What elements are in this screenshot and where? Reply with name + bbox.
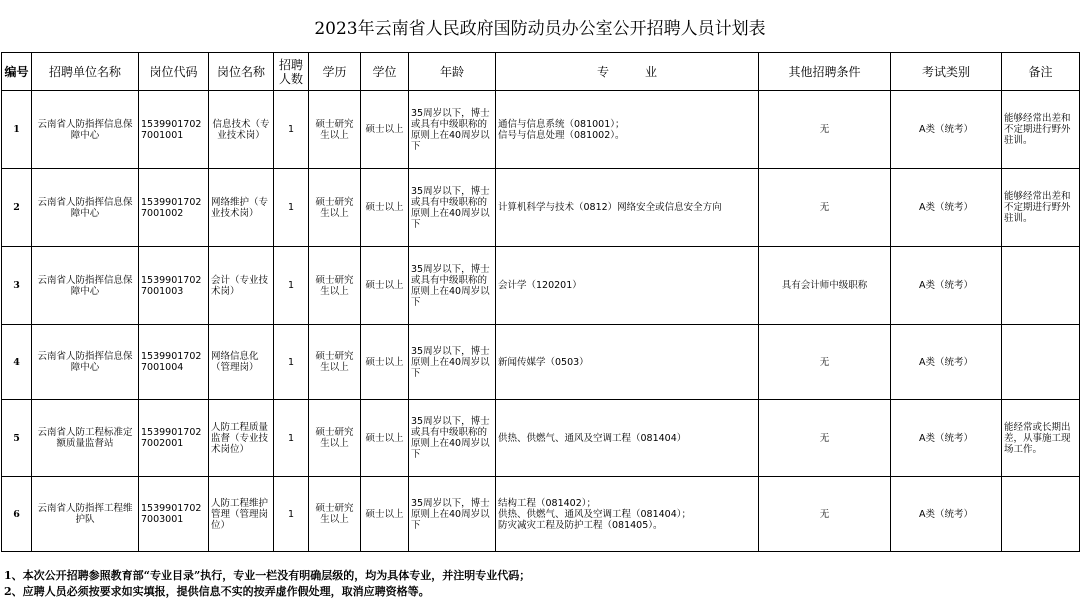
row-education: 硕士研究生以上 bbox=[309, 247, 361, 325]
row-exam: A类（统考） bbox=[891, 325, 1002, 400]
table-row bbox=[2, 169, 1080, 247]
row-major: 结构工程（081402）； 供热、供燃气、通风及空调工程（081404）； 防灾减灾工程及防护工程（081405）。 bbox=[496, 477, 759, 552]
row-remark bbox=[1002, 247, 1080, 325]
header-other: 其他招聘条件 bbox=[759, 53, 891, 91]
row-count: 1 bbox=[274, 477, 309, 552]
row-post: 网络信息化（管理岗） bbox=[209, 325, 274, 400]
row-code: 15399017027001003 bbox=[139, 247, 209, 325]
row-count: 1 bbox=[274, 91, 309, 169]
row-unit: 云南省人防工程标准定额质量监督站 bbox=[32, 400, 139, 477]
row-no: 5 bbox=[2, 400, 32, 477]
table-row bbox=[2, 477, 1080, 552]
row-age: 35周岁以下，博士原则上在40周岁以下 bbox=[409, 325, 496, 400]
row-degree: 硕士以上 bbox=[361, 169, 409, 247]
row-code: 15399017027001004 bbox=[139, 325, 209, 400]
row-major: 供热、供燃气、通风及空调工程（081404） bbox=[496, 400, 759, 477]
row-exam: A类（统考） bbox=[891, 400, 1002, 477]
row-degree: 硕士以上 bbox=[361, 477, 409, 552]
row-exam: A类（统考） bbox=[891, 247, 1002, 325]
row-age: 35周岁以下，博士或具有中级职称的原则上在40周岁以下 bbox=[409, 247, 496, 325]
row-other: 无 bbox=[759, 169, 891, 247]
row-age: 35周岁以下，博士或具有中级职称的原则上在40周岁以下 bbox=[409, 91, 496, 169]
row-unit: 云南省人防指挥工程维护队 bbox=[32, 477, 139, 552]
footnote-2: 2、应聘人员必须按要求如实填报，提供信息不实的按弄虚作假处理，取消应聘资格等。 bbox=[4, 585, 430, 598]
row-education: 硕士研究生以上 bbox=[309, 169, 361, 247]
row-other: 无 bbox=[759, 91, 891, 169]
row-age: 35周岁以下，博士或具有中级职称的原则上在40周岁以下 bbox=[409, 400, 496, 477]
header-row bbox=[2, 53, 1080, 91]
row-other: 无 bbox=[759, 477, 891, 552]
row-post: 网络维护（专业技术岗） bbox=[209, 169, 274, 247]
header-degree: 学位 bbox=[361, 53, 409, 91]
row-unit: 云南省人防指挥信息保障中心 bbox=[32, 91, 139, 169]
row-exam: A类（统考） bbox=[891, 169, 1002, 247]
row-count: 1 bbox=[274, 400, 309, 477]
footnotes bbox=[4, 568, 1076, 600]
row-unit: 云南省人防指挥信息保障中心 bbox=[32, 247, 139, 325]
row-count: 1 bbox=[274, 325, 309, 400]
row-major: 计算机科学与技术（0812）网络安全或信息安全方向 bbox=[496, 169, 759, 247]
header-unit: 招聘单位名称 bbox=[32, 53, 139, 91]
row-no: 4 bbox=[2, 325, 32, 400]
row-major: 会计学（120201） bbox=[496, 247, 759, 325]
row-post: 人防工程质量监督（专业技术岗位） bbox=[209, 400, 274, 477]
page-title: 2023年云南省人民政府国防动员办公室公开招聘人员计划表 bbox=[314, 18, 766, 39]
row-degree: 硕士以上 bbox=[361, 91, 409, 169]
header-code: 岗位代码 bbox=[139, 53, 209, 91]
row-remark bbox=[1002, 477, 1080, 552]
row-unit: 云南省人防指挥信息保障中心 bbox=[32, 325, 139, 400]
row-unit: 云南省人防指挥信息保障中心 bbox=[32, 169, 139, 247]
row-code: 15399017027002001 bbox=[139, 400, 209, 477]
row-post: 人防工程维护管理（管理岗位） bbox=[209, 477, 274, 552]
row-major: 新闻传媒学（0503） bbox=[496, 325, 759, 400]
row-post: 信息技术（专业技术岗） bbox=[209, 91, 274, 169]
row-count: 1 bbox=[274, 169, 309, 247]
row-no: 1 bbox=[2, 91, 32, 169]
table-row bbox=[2, 91, 1080, 169]
header-exam: 考试类别 bbox=[891, 53, 1002, 91]
row-no: 3 bbox=[2, 247, 32, 325]
row-count: 1 bbox=[274, 247, 309, 325]
row-remark: 能够经常出差和不定期进行野外驻训。 bbox=[1002, 91, 1080, 169]
table-row bbox=[2, 400, 1080, 477]
row-remark bbox=[1002, 325, 1080, 400]
row-remark: 能够经常出差和不定期进行野外驻训。 bbox=[1002, 169, 1080, 247]
table-row bbox=[2, 247, 1080, 325]
row-other: 无 bbox=[759, 325, 891, 400]
row-education: 硕士研究生以上 bbox=[309, 325, 361, 400]
row-degree: 硕士以上 bbox=[361, 400, 409, 477]
row-exam: A类（统考） bbox=[891, 91, 1002, 169]
row-age: 35周岁以下，博士原则上在40周岁以下 bbox=[409, 477, 496, 552]
row-code: 15399017027001001 bbox=[139, 91, 209, 169]
header-count: 招聘人数 bbox=[274, 53, 309, 91]
row-degree: 硕士以上 bbox=[361, 325, 409, 400]
row-code: 15399017027003001 bbox=[139, 477, 209, 552]
header-major: 专 业 bbox=[496, 53, 759, 91]
row-major: 通信与信息系统（081001）； 信号与信息处理（081002）。 bbox=[496, 91, 759, 169]
row-no: 2 bbox=[2, 169, 32, 247]
header-remark: 备注 bbox=[1002, 53, 1080, 91]
row-age: 35周岁以下，博士或具有中级职称的原则上在40周岁以下 bbox=[409, 169, 496, 247]
row-exam: A类（统考） bbox=[891, 477, 1002, 552]
header-no: 编号 bbox=[2, 53, 32, 91]
table-row bbox=[2, 325, 1080, 400]
footnote-1: 1、本次公开招聘参照教育部“专业目录”执行，专业一栏没有明确层级的，均为具体专业，并注明专业代码； bbox=[4, 569, 531, 582]
row-code: 15399017027001002 bbox=[139, 169, 209, 247]
row-degree: 硕士以上 bbox=[361, 247, 409, 325]
row-no: 6 bbox=[2, 477, 32, 552]
row-other: 具有会计师中级职称 bbox=[759, 247, 891, 325]
row-education: 硕士研究生以上 bbox=[309, 400, 361, 477]
row-post: 会计（专业技术岗） bbox=[209, 247, 274, 325]
header-post: 岗位名称 bbox=[209, 53, 274, 91]
header-education: 学历 bbox=[309, 53, 361, 91]
row-education: 硕士研究生以上 bbox=[309, 477, 361, 552]
row-education: 硕士研究生以上 bbox=[309, 91, 361, 169]
row-other: 无 bbox=[759, 400, 891, 477]
recruitment-table bbox=[1, 52, 1080, 552]
row-remark: 能经常或长期出差，从事施工现场工作。 bbox=[1002, 400, 1080, 477]
header-age: 年龄 bbox=[409, 53, 496, 91]
